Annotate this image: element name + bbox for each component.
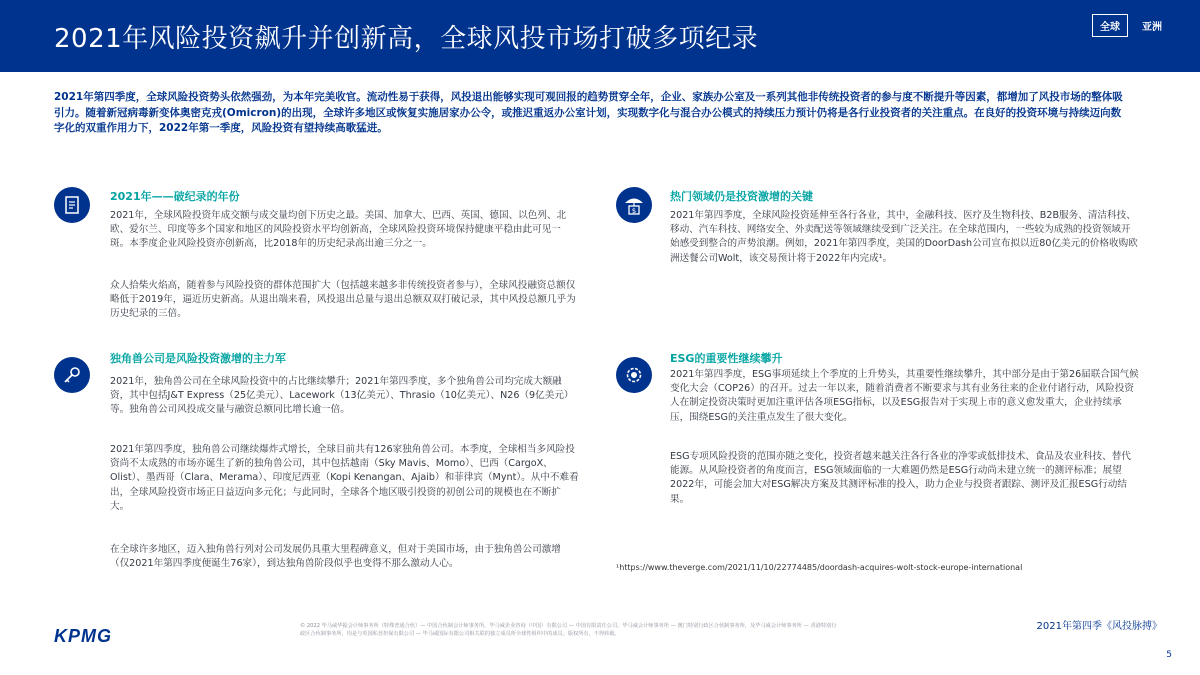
svg-text:$: $ — [631, 207, 637, 215]
kpmg-logo: KPMG — [54, 626, 112, 646]
section-heading-hot-sectors: 热门领域仍是投资激增的关键 — [670, 190, 813, 203]
esg-gear-icon — [616, 357, 652, 393]
section-paragraph: 众人拾柴火焰高，随着参与风险投资的群体范围扩大（包括越来越多非传统投资者参与），全球风投融资总额仅略低于2019年，逼近历史新高。从退出端来看，风投退出总量与退出总额双双打破记录，其中风投总额几乎为历史纪录的三倍。 — [110, 280, 576, 320]
key-icon — [54, 357, 90, 393]
report-name: 2021年第四季《风投脉搏》 — [1036, 621, 1162, 632]
document-icon — [54, 187, 90, 223]
footnote-link[interactable]: ¹https://www.theverge.com/2021/11/10/22774485/doordash-acquires-wolt-stock-europe-international — [616, 563, 1023, 572]
umbrella-money-icon — [616, 187, 652, 223]
section-heading-esg: ESG的重要性继续攀升 — [670, 352, 783, 365]
page-title: 2021年风险投资飙升并创新高，全球风投市场打破多项纪录 — [54, 24, 759, 54]
region-tabs — [1092, 14, 1162, 37]
intro-paragraph: 2021年第四季度，全球风险投资势头依然强劲，为本年完美收官。流动性易于获得，风投退出能够实现可观回报的趋势贯穿全年，企业、家族办公室及一系列其他非传统投资者的参与度不断提升等因素，都增加了风投市场的整体吸引力。随着新冠病毒新变体奥密克戎(Omicron)的出现，全球许多地区或恢复实施居家办公令，或推迟重返办公室计划，实现数字化与混合办公模式的持续压力预计仍将是各行业投资者的关注重点。在良好的投资环境与持续迈向数字化的双重作用力下，2022年第一季度，风险投资有望持续高歌猛进。 — [54, 91, 1123, 134]
page-number: 5 — [1166, 650, 1172, 660]
section-paragraph: 2021年第四季度，全球风险投资延伸至各行各业，其中，金融科技、医疗及生物科技、B2B服务、清洁科技、移动、汽车科技、网络安全、外卖配送等领域继续受到广泛关注。在全球范围内，一些较为成熟的投资领域开始感受到整合的声势浪潮。例如，2021年第四季度，美国的DoorDash公司宣布拟以近80亿美元的价格收购欧洲送餐公司Wolt，该交易预计将于2022年内完成¹。 — [670, 210, 1138, 264]
section-paragraph: 2021年，全球风险投资年成交额与成交量均创下历史之最。美国、加拿大、巴西、英国、德国、以色列、北欧、爱尔兰、印度等多个国家和地区的风险投资水平均创新高，全球风险投资环境保持健康平稳由此可见一斑。本季度企业风险投资亦创新高，比2018年的历史纪录高出逾三分之一。 — [110, 210, 567, 250]
section-paragraph: 在全球许多地区，迈入独角兽行列对公司发展仍具重大里程碑意义，但对于美国市场，由于独角兽公司激增（仅2021年第四季度便诞生76家），到达独角兽阶段似乎也变得不那么激动人心。 — [110, 544, 561, 570]
section-heading-unicorns: 独角兽公司是风险投资激增的主力军 — [110, 352, 286, 365]
tab-global[interactable]: 全球 — [1092, 14, 1128, 37]
section-paragraph: 2021年，独角兽公司在全球风险投资中的占比继续攀升；2021年第四季度，多个独角兽公司均完成大额融资，其中包括J&T Express（25亿美元）、Lacework（13亿美元）、Thrasio（10亿美元）、N26（9亿美元）等。独角兽公司风投成交量与融资总额同比增长逾一倍。 — [110, 376, 574, 416]
section-paragraph: 2021年第四季度，独角兽公司继续爆炸式增长，全球目前共有126家独角兽公司。本季度，全球相当多风险投资尚不太成熟的市场亦诞生了新的独角兽公司，其中包括越南（Sky Mavis、Momo）、巴西（CargoX、Olist）、墨西哥（Clara、Merama）、印度尼西亚（Kopi Kenangan、Ajaib）和菲律宾（Mynt）。从中不难看出，全球风险投资市场正日益迈向多元化；与此同时，全球各个地区吸引投资的初创公司的规模也在不断扩大。 — [110, 444, 579, 512]
tab-asia[interactable]: 亚洲 — [1142, 22, 1162, 33]
legal-notice: © 2022 毕马威华振会计师事务所（特殊普通合伙）— 中国合伙制会计师事务所，毕马威企业咨询（中国）有限公司 — 中国有限责任公司，毕马威会计师事务所 — 澳门特别行政区合伙制事务所，及毕马威会计师事务所 — 香港特别行政区合伙制事务所，均是与英国私营担保有限公司 — 毕马威国际有限公司相关联的独立成员所全球性组织中的成员。版权所有，不得转载。 — [300, 623, 837, 637]
section-paragraph: 2021年第四季度，ESG事项延续上个季度的上升势头，其重要性继续攀升，其中部分是由于第26届联合国气候变化大会（COP26）的召开。过去一年以来，随着消费者不断要求与其有业务往来的企业付诸行动，风险投资人在制定投资决策时更加注重评估各项ESG指标，以及ESG报告对于实现上市的意义愈发重大，企业持续承压，围绕ESG的关注重点发生了很大变化。 — [670, 369, 1139, 423]
section-heading-record-year: 2021年——破纪录的年份 — [110, 190, 240, 203]
header-bar — [0, 0, 1200, 72]
section-paragraph: ESG专项风险投资的范围亦随之变化，投资者越来越关注各行各业的净零或低排技术、食品及农业科技、替代能源。从风险投资者的角度而言，ESG领域面临的一大难题仍然是ESG行动尚未建立统一的测评标准；展望2022年，可能会加大对ESG解决方案及其测评标准的投入，助力企业与投资者跟踪、测评及汇报ESG行动结果。 — [670, 451, 1131, 505]
